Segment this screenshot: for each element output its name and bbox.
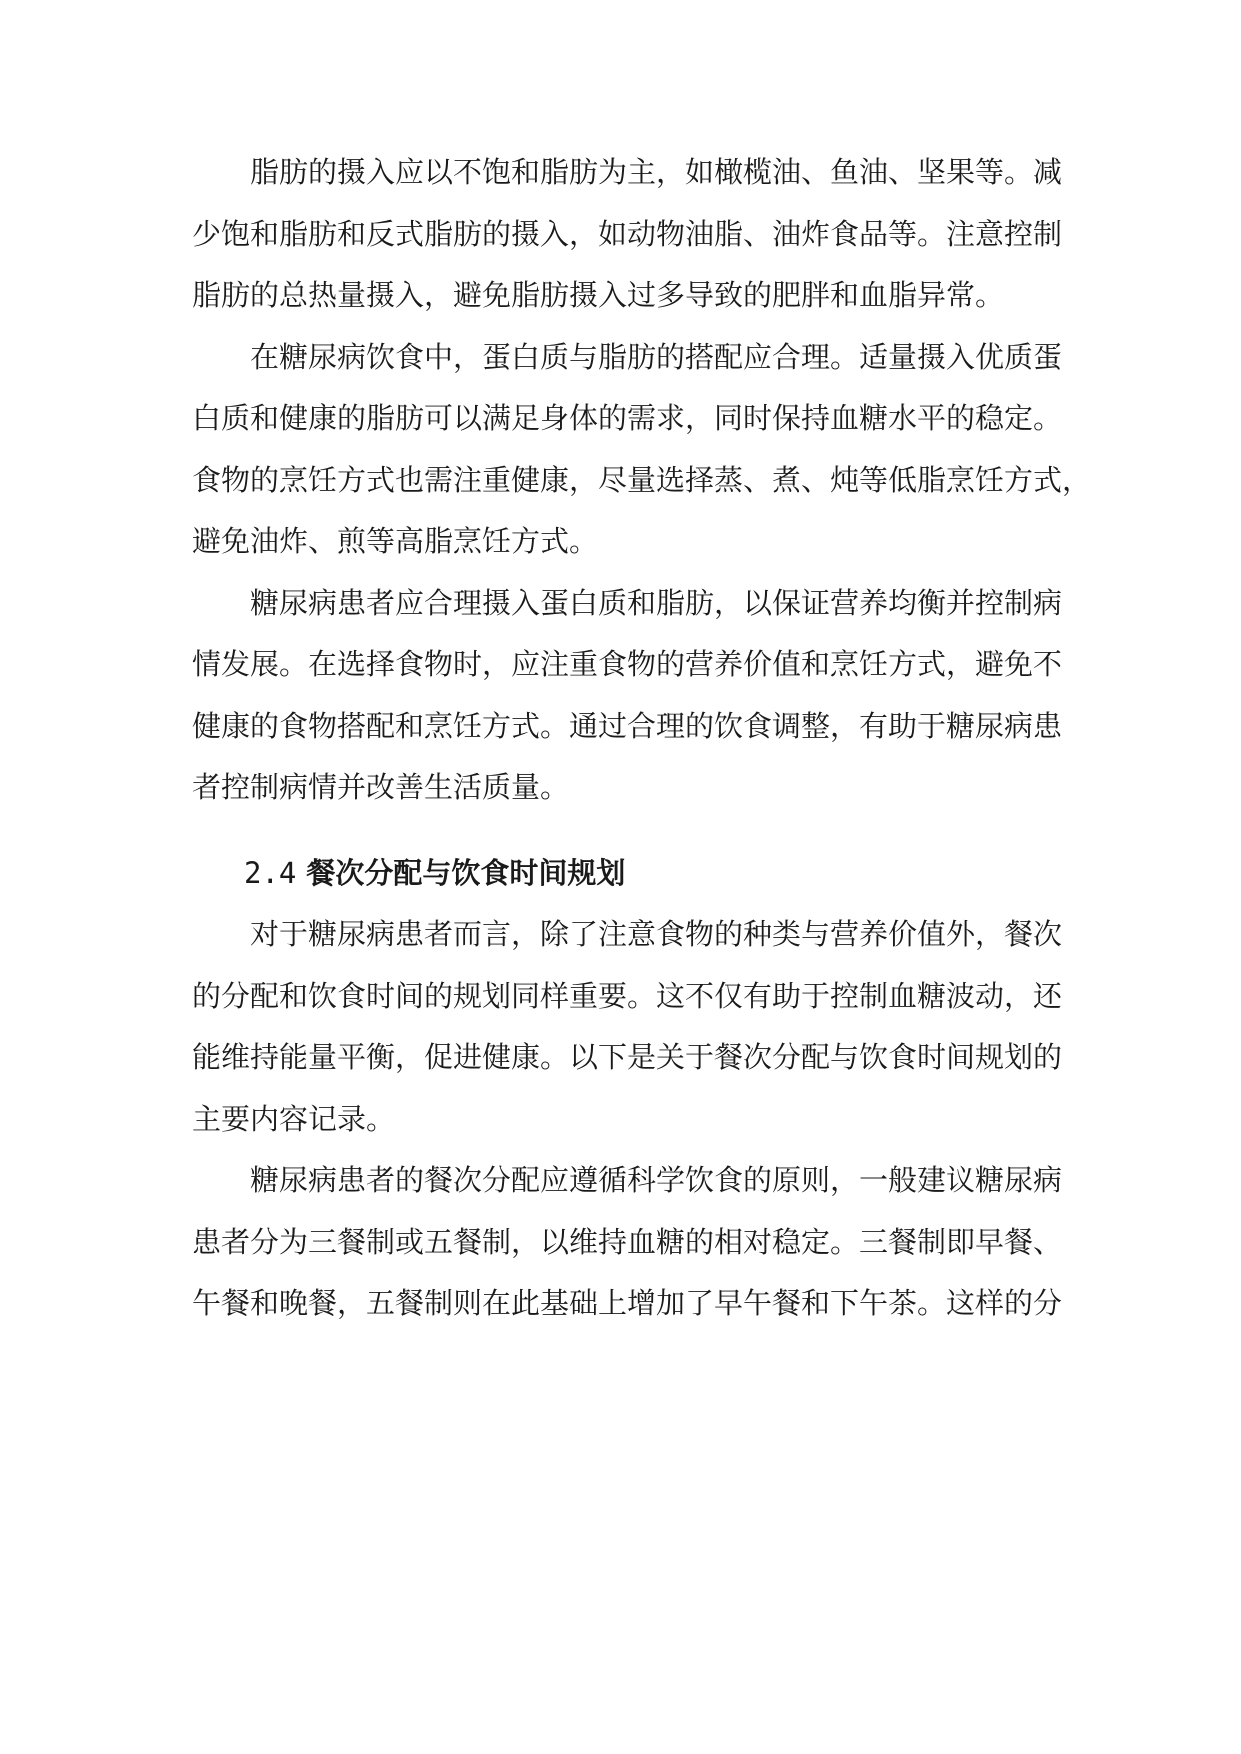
text-line: 者控制病情并改善生活质量。 <box>192 770 570 804</box>
text-line: 避免油炸、煎等高脂烹饪方式。 <box>192 524 599 558</box>
text-line: 食物的烹饪方式也需注重健康，尽量选择蒸、煮、炖等低脂烹饪方式， <box>192 462 1092 497</box>
text-line: 糖尿病患者应合理摄入蛋白质和脂肪，以保证营养均衡并控制病 <box>250 585 1063 620</box>
text-line: 情发展。在选择食物时，应注重食物的营养价值和烹饪方式，避免不 <box>192 647 1063 681</box>
section-number: 2.4 <box>244 855 297 890</box>
text-line: 患者分为三餐制或五餐制，以维持血糖的相对稳定。三餐制即早餐、 <box>192 1224 1063 1259</box>
text-line: 健康的食物搭配和烹饪方式。通过合理的饮食调整，有助于糖尿病患 <box>192 708 1063 743</box>
text-line: 白质和健康的脂肪可以满足身体的需求，同时保持血糖水平的稳定。 <box>192 401 1063 435</box>
text-line: 主要内容记录。 <box>192 1101 396 1136</box>
text-line: 少饱和脂肪和反式脂肪的摄入，如动物油脂、油炸食品等。注意控制 <box>192 216 1063 251</box>
paragraph <box>192 327 1092 573</box>
text-line: 对于糖尿病患者而言，除了注意食物的种类与营养价值外，餐次 <box>250 917 1063 951</box>
document-page <box>192 142 1092 1335</box>
paragraph <box>192 142 1063 327</box>
section-spacer <box>192 819 1052 843</box>
text-line: 脂肪的摄入应以不饱和脂肪为主，如橄榄油、鱼油、坚果等。减 <box>250 155 1063 189</box>
text-line: 能维持能量平衡，促进健康。以下是关于餐次分配与饮食时间规划的 <box>192 1040 1063 1074</box>
text-line: 脂肪的总热量摄入，避免脂肪摄入过多导致的肥胖和血脂异常。 <box>192 278 1005 312</box>
section-heading <box>192 843 1052 905</box>
text-line: 的分配和饮食时间的规划同样重要。这不仅有助于控制血糖波动，还 <box>192 978 1063 1013</box>
text-line: 糖尿病患者的餐次分配应遵循科学饮食的原则，一般建议糖尿病 <box>250 1163 1063 1197</box>
text-line: 在糖尿病饮食中，蛋白质与脂肪的搭配应合理。适量摄入优质蛋 <box>250 339 1063 374</box>
paragraph <box>192 1150 1063 1335</box>
paragraph <box>192 573 1063 819</box>
text-line: 午餐和晚餐，五餐制则在此基础上增加了早午餐和下午茶。这样的分 <box>192 1286 1063 1320</box>
section-title: 餐次分配与饮食时间规划 <box>306 855 626 890</box>
paragraph <box>192 904 1063 1150</box>
